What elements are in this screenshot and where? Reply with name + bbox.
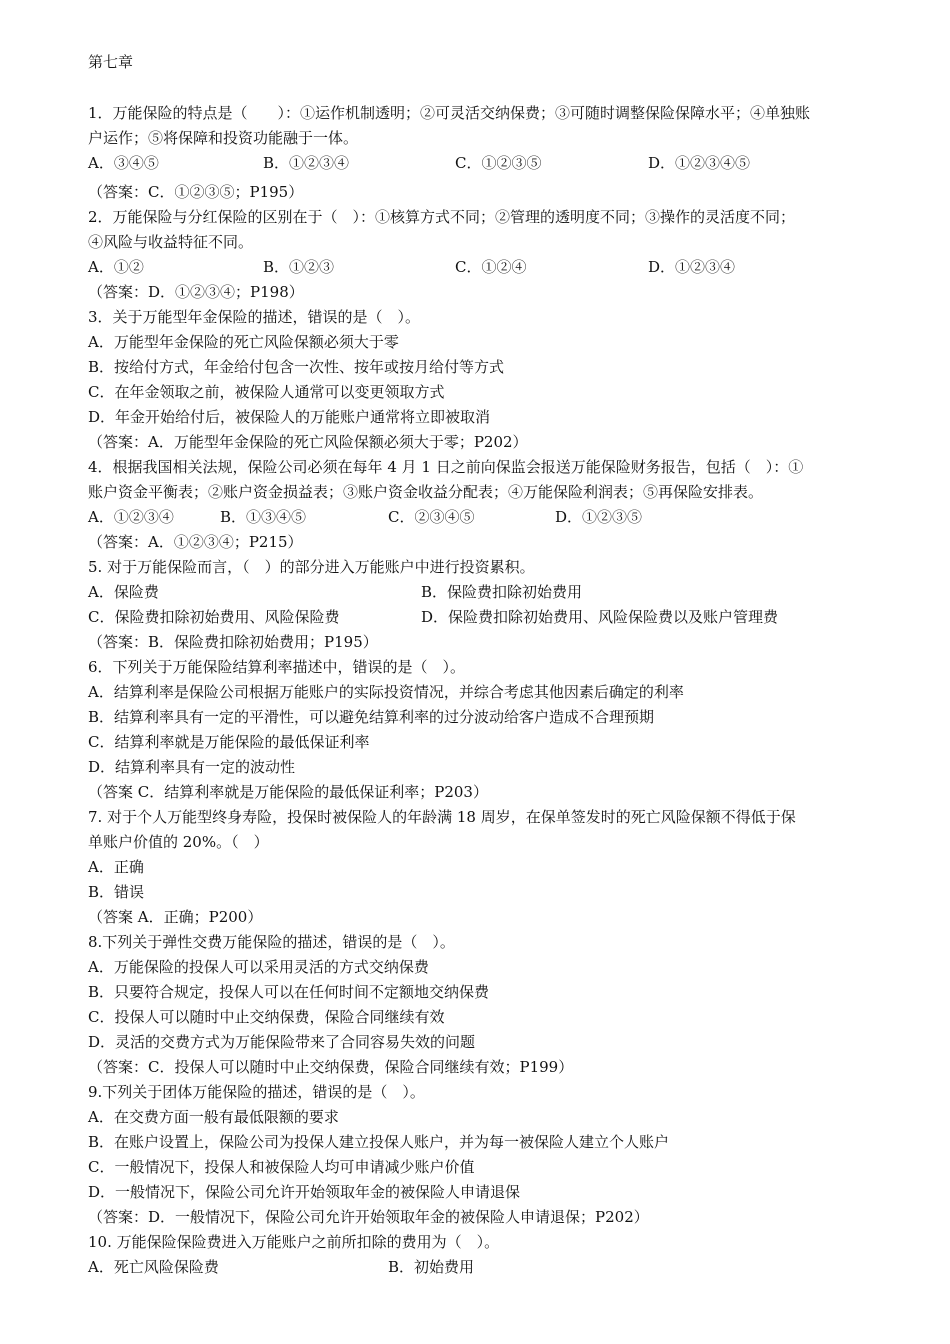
question-8-option-a: A．万能保险的投保人可以采用灵活的方式交纳保费 (88, 958, 429, 976)
answer-6: （答案 C．结算利率就是万能保险的最低保证利率；P203） (88, 783, 488, 801)
answer-8: （答案：C．投保人可以随时中止交纳保费，保险合同继续有效；P199） (88, 1058, 574, 1076)
option-a: A．①②③④ (88, 508, 174, 526)
question-9-option-b: B．在账户设置上，保险公司为投保人建立投保人账户，并为每一被保险人建立个人账户 (88, 1133, 670, 1151)
option-d: D．①②③④ (648, 258, 736, 276)
answer-2: （答案：D．①②③④；P198） (88, 283, 304, 301)
option-c: C．①②④ (455, 258, 527, 276)
option-c: C．①②③⑤ (455, 154, 542, 172)
question-3-option-c: C．在年金领取之前，被保险人通常可以变更领取方式 (88, 383, 445, 401)
option-a: A．③④⑤ (88, 154, 159, 172)
question-5-options-row-2 (88, 605, 890, 630)
option-a: A．死亡风险保险费 (88, 1258, 219, 1276)
option-d: D．保险费扣除初始费用、风险保险费以及账户管理费 (421, 608, 779, 626)
option-d: D．①②③⑤ (555, 508, 643, 526)
chapter-title: 第七章 (88, 53, 134, 71)
option-c: C．②③④⑤ (388, 508, 475, 526)
question-5: 5. 对于万能保险而言，（ ）的部分进入万能账户中进行投资累积。 (88, 558, 535, 576)
question-3: 3．关于万能型年金保险的描述，错误的是（ ）。 (88, 308, 421, 326)
option-c: C．保险费扣除初始费用、风险保险费 (88, 608, 340, 626)
question-4-line-2: 账户资金平衡表；②账户资金损益表；③账户资金收益分配表；④万能保险利润表；⑤再保险安排表。 (88, 483, 764, 501)
question-4-line-1: 4．根据我国相关法规，保险公司必须在每年 4 月 1 日之前向保监会报送万能保险财务报告，包括（ ）：① (88, 458, 804, 476)
answer-7: （答案 A．正确；P200） (88, 908, 263, 926)
question-7-line-1: 7. 对于个人万能型终身寿险，投保时被保险人的年龄满 18 周岁，在保单签发时的死亡风险保额不得低于保 (88, 808, 796, 826)
question-7-line-2: 单账户价值的 20%。（ ） (88, 833, 269, 851)
answer-5: （答案：B．保险费扣除初始费用；P195） (88, 633, 378, 651)
option-b: B．①③④⑤ (220, 508, 307, 526)
question-1-line-1: 1．万能保险的特点是（ ）：①运作机制透明；②可灵活交纳保费；③可随时调整保险保障水平；④单独账 (88, 104, 811, 122)
question-8: 8.下列关于弹性交费万能保险的描述，错误的是（ ）。 (88, 933, 455, 951)
question-2-line-1: 2．万能保险与分红保险的区别在于（ ）：①核算方式不同；②管理的透明度不同；③操作的灵活度不同； (88, 208, 796, 226)
option-b: B．保险费扣除初始费用 (421, 583, 583, 601)
question-6-option-d: D．结算利率具有一定的波动性 (88, 758, 296, 776)
question-4-options (88, 505, 890, 530)
question-2-options (88, 255, 890, 280)
option-d: D．①②③④⑤ (648, 154, 751, 172)
question-3-option-a: A．万能型年金保险的死亡风险保额必须大于零 (88, 333, 399, 351)
question-3-option-d: D．年金开始给付后，被保险人的万能账户通常将立即被取消 (88, 408, 491, 426)
question-6-option-a: A．结算利率是保险公司根据万能账户的实际投资情况，并综合考虑其他因素后确定的利率 (88, 683, 684, 701)
answer-4: （答案：A．①②③④；P215） (88, 533, 303, 551)
question-9: 9.下列关于团体万能保险的描述，错误的是（ ）。 (88, 1083, 425, 1101)
option-b: B．①②③ (263, 258, 335, 276)
question-8-option-d: D．灵活的交费方式为万能保险带来了合同容易失效的问题 (88, 1033, 476, 1051)
answer-1: （答案：C．①②③⑤；P195） (88, 183, 304, 201)
question-10-options (88, 1255, 890, 1280)
option-a: A．①② (88, 258, 144, 276)
answer-3: （答案：A．万能型年金保险的死亡风险保额必须大于零；P202） (88, 433, 528, 451)
question-1-options (88, 151, 890, 176)
question-2-line-2: ④风险与收益特征不同。 (88, 233, 254, 251)
question-6: 6．下列关于万能保险结算利率描述中，错误的是（ ）。 (88, 658, 466, 676)
question-6-option-c: C．结算利率就是万能保险的最低保证利率 (88, 733, 370, 751)
option-b: B．初始费用 (388, 1258, 475, 1276)
question-10: 10. 万能保险保险费进入万能账户之前所扣除的费用为（ ）。 (88, 1233, 500, 1251)
question-3-option-b: B．按给付方式，年金给付包含一次性、按年或按月给付等方式 (88, 358, 505, 376)
question-9-option-a: A．在交费方面一般有最低限额的要求 (88, 1108, 339, 1126)
answer-9: （答案：D．一般情况下，保险公司允许开始领取年金的被保险人申请退保；P202） (88, 1208, 649, 1226)
question-6-option-b: B．结算利率具有一定的平滑性，可以避免结算利率的过分波动给客户造成不合理预期 (88, 708, 655, 726)
question-1-line-2: 户运作；⑤将保障和投资功能融于一体。 (88, 129, 359, 147)
question-7-option-a: A．正确 (88, 858, 144, 876)
option-b: B．①②③④ (263, 154, 350, 172)
question-8-option-c: C．投保人可以随时中止交纳保费，保险合同继续有效 (88, 1008, 445, 1026)
question-7-option-b: B．错误 (88, 883, 145, 901)
question-9-option-d: D．一般情况下，保险公司允许开始领取年金的被保险人申请退保 (88, 1183, 521, 1201)
question-8-option-b: B．只要符合规定，投保人可以在任何时间不定额地交纳保费 (88, 983, 490, 1001)
question-9-option-c: C．一般情况下，投保人和被保险人均可申请减少账户价值 (88, 1158, 475, 1176)
option-a: A．保险费 (88, 583, 159, 601)
question-5-options-row-1 (88, 580, 890, 605)
